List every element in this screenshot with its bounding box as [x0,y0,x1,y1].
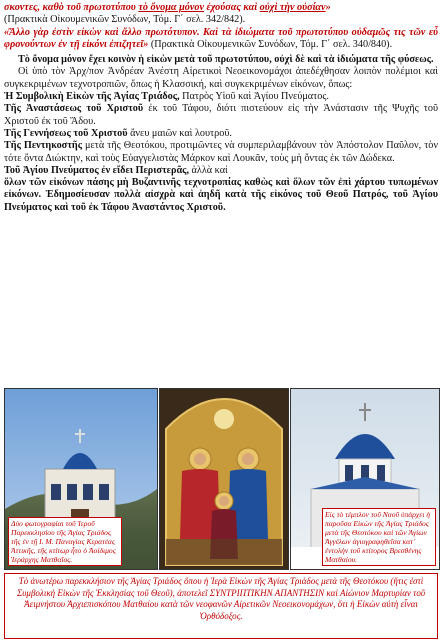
second-quote [4,27,438,52]
photo-strip [4,388,438,570]
list-item-text: μετὰ τῆς Θεοτόκου, προτιμῶντες νὰ συμπεριλαμβάνουν τὸν Ἀπόστολον Παῦλον, τὸν τότε ὄντα Διώκτην, καὶ τοὺς Εὐαγγελιστὰς Μάρκον καὶ Λουκᾶν, τοὺς μὴ ὄντας ἐκ τῶν Δώδεκα. [4,140,438,164]
paragraph-icon-name: Τὸ ὄνομα μόνον ἔχει κοινὸν ἡ εἰκὼν μετὰ τοῦ πρωτοτύπου, οὐχὶ δὲ καὶ τὰ ἰδιώματα τῆς φύσεως. [18,54,434,66]
list-item-text: ἀλλὰ καί [189,164,228,176]
holy-trinity-icon-photo [159,388,289,570]
list-item-text: ἄνευ μαιῶν καὶ λουτροῦ. [127,127,232,139]
list-item [4,103,438,128]
list-item-text: Πατρὸς Υἱοῦ καὶ Ἁγίου Πνεύματος. [179,91,329,103]
list-item-title: Τῆς Ἀναστάσεως τοῦ Χριστοῦ [4,103,144,115]
list-item-title: Τῆς Πεντηκοστῆς [4,140,82,152]
list-item-title: Ἡ Συμβολικὴ Εἰκὼν τῆς Ἁγίας Τριάδος, [4,91,180,103]
intro-quote-end [4,2,438,14]
bottom-note-box [4,573,438,639]
list-item [4,165,438,177]
right-photo-caption: Εἰς τὸ τέμπλον τοῦ Ναοῦ ὑπάρχει ἡ παροῦσα Εἰκὼν τῆς Ἁγίας Τριάδος μετὰ τῆς Θεοτόκου καὶ τῶν Ἁγίων Ἀγγέλων ἁγιογραφηθεῖσα κατ᾽ ἐντολὴν τοῦ κτίτορος Βρεσθένης Ματθαίου. [322,508,436,566]
quote-fragment: ἐχούσας καὶ [203,2,260,13]
list-item-text: ἐκ τοῦ Τάφου, διότι πιστεύουν εἰς τὴν Ἀνάστασιν τῆς Ψυχῆς τοῦ Χριστοῦ ἐκ τοῦ Ἅδου. [4,103,438,127]
reference-1: (Πρακτικὰ Οἰκουμενικῶν Συνόδων, Τόμ. Γ΄ σελ. 342/842). [4,14,246,26]
underlined-phrase: τὸ ὄνομα μόνον [138,2,204,13]
list-item-title: Τοῦ Ἁγίου Πνεύματος ἐν εἴδει Περιστερᾶς, [4,164,189,176]
list-item [4,128,438,140]
list-item-title: Τῆς Γεννήσεως τοῦ Χριστοῦ [4,127,128,139]
paragraph-iconoclasts: Οἱ ὑπὸ τὸν Ἀρχ/πον Ἀνδρέαν Ἀνέστη Αἱρετικοὶ Νεοεικονομάχοι ἀπεδέχθησαν λοιπὸν πολέμιοι καὶ συγκεκριμένων τεχνοτροπιῶν, ὅπως ἡ Κλασσική, καὶ συγκεκριμένων εἰκόνων, ὅπως: [4,66,438,90]
final-paragraph: ὅλων τῶν εἰκόνων πάσης μὴ Βυζαντινῆς τεχνοτροπίας καθὼς καὶ ὅλων τῶν ἐπὶ χάρτου τυπωμένων εἰκόνων. Ἐδημοσίευσαν πολλὰ αἰσχρὰ καὶ ἀηδῆ κατὰ τῆς εἰκόνος τοῦ Θεοῦ Πατρός, τοῦ Ἁγίου Πνεύματος καὶ τοῦ ἐκ Τάφου Ἀναστάντος Χριστοῦ. [4,177,438,213]
quote-fragment: » [325,2,331,13]
quote-text: «Ἄλλο γὰρ ἐστὶν εἰκὼν καὶ ἄλλο πρωτότυπον. Καὶ τὰ ἰδιώματα τοῦ πρωτοτύπου οὐδαμῶς τις τῶν εὖ φρονούντων ἐν τῇ εἰκόνι ἐπιζητεῖ» [4,26,438,50]
reference-2: (Πρακτικὰ Οἰκουμενικῶν Συνόδων, Τόμ. Γ΄ σελ. 340/840). [148,38,393,50]
quote-text [4,2,331,13]
list-item [4,140,438,165]
article-text [4,2,438,214]
chapel-exterior-photo-2 [290,388,440,570]
quote-fragment: σκοντες, καθὸ τοῦ πρωτοτύπου [4,2,139,13]
chapel-exterior-photo-1 [4,388,158,570]
underlined-phrase: οὐχὶ τὴν οὐσίαν [259,2,326,13]
bottom-note-text: Τὸ ἀνωτέρω παρεκκλήσιον τῆς Ἁγίας Τριάδος ὅπου ἡ Ἱερὰ Εἰκὼν τῆς Ἁγίας Τριάδος μετὰ τῆς Θεοτόκου (ἥτις ἐστὶ Συμβολικὴ Εἰκὼν τῆς Ἐκκλησίας τοῦ Θεοῦ), ἀποτελεῖ ΣΥΝΤΡΙΠΤΙΚΗΝ ΑΠΑΝΤΗΣΙΝ καὶ Αἰώνιον Μαρτυρίαν τοῦ Ἀειμνήστου Ἀρχιεπισκόπου Ματθαίου κατὰ τῶν νεοφανῶν Αἱρετικῶν Νεοεικονομάχων, ὅτι ἡ Εἰκὼν αὐτὴ εἶναι Ὀρθόδοξος. [16,576,426,621]
icon-painting-graphic [160,389,288,569]
list-item [4,91,438,103]
left-photo-caption: Δύο φωτογραφίαι τοῦ Ἱεροῦ Παρεκκλησίου τῆς Ἁγίας Τριάδος τῆς ἐν τῇ Ι. Μ. Παναγίας Κερατέας Ἀττικῆς, τῆς κτίτωρ ἦτο ὁ Ἀοίδιμος Ἱεράρχης Ματθαῖος. [8,517,122,566]
